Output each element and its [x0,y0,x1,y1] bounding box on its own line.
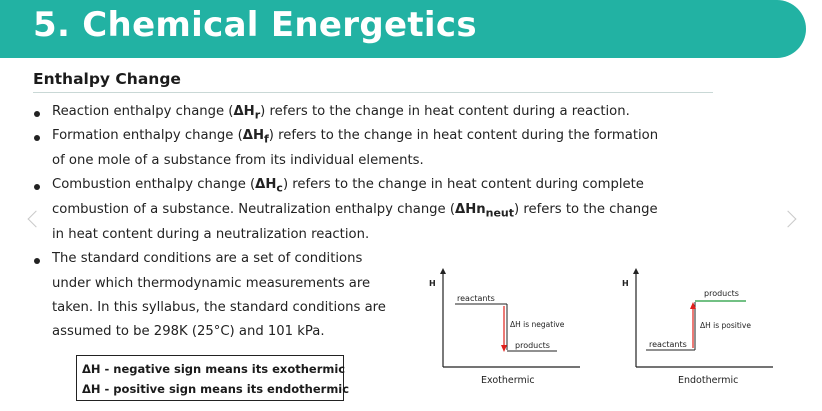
delta-h-symbol: ΔH [233,104,255,119]
delta-h-label: ΔH is negative [510,320,565,329]
bullet-formation-enthalpy [52,128,658,146]
bullet-text-continued: of one mole of a substance from its individual elements. [52,153,424,168]
subscript: r [254,108,261,122]
bullet-standard-conditions: The standard conditions are a set of conditions [52,251,363,266]
chevron-right-icon[interactable] [780,211,797,228]
bullet-text: ) refers to the change [514,202,658,217]
bullet-text: ) refers to the change in heat content during the formation [268,128,659,143]
h-axis-label: H [622,279,629,288]
bullet-text-continued: taken. In this syllabus, the standard conditions are [52,300,386,315]
bullet-neutralization-enthalpy [52,202,658,220]
bullet-reaction-enthalpy [52,104,630,122]
y-axis-arrow-icon [440,268,446,274]
delta-h-label: ΔH is positive [700,321,751,330]
bullet-combustion-enthalpy [52,177,644,195]
bullet-dot [34,184,40,190]
reactants-label: reactants [457,294,495,303]
subscript: neut [485,206,515,220]
bullet-text: combustion of a substance. Neutralization enthalpy change ( [52,202,455,217]
endothermic-diagram [618,262,778,392]
legend-positive: ΔH - positive sign means its endothermic [82,382,350,396]
bullet-text-continued: under which thermodynamic measurements are [52,276,371,291]
heading-divider [33,92,713,93]
sign-legend-box [76,355,350,401]
bullet-text-continued: in heat content during a neutralization reaction. [52,227,370,242]
exothermic-diagram [425,262,585,392]
bullet-text: ) refers to the change in heat content during complete [282,177,644,192]
bullet-text: ) refers to the change in heat content during a reaction. [260,104,630,119]
exothermic-caption: Exothermic [481,375,535,386]
subscript: c [276,181,283,195]
bullet-text-continued: assumed to be 298K (25°C) and 101 kPa. [52,324,325,339]
delta-hn-symbol: ΔHn [455,202,486,217]
delta-h-symbol: ΔH [255,177,277,192]
y-axis-arrow-icon [633,268,639,274]
chevron-left-icon[interactable] [28,211,45,228]
bullet-text: Formation enthalpy change ( [52,128,243,143]
page-title: 5. Chemical Energetics [33,5,477,45]
bullet-dot [34,135,40,141]
bullet-text: Combustion enthalpy change ( [52,177,256,192]
h-axis-label: H [429,279,436,288]
bullet-dot [34,111,40,117]
legend-negative: ΔH - negative sign means its exothermic [82,362,346,376]
down-arrow-icon [501,345,507,352]
products-label: products [515,341,550,350]
products-label: products [704,289,739,298]
reactants-label: reactants [649,340,687,349]
subscript: f [264,132,269,146]
delta-h-symbol: ΔH [242,128,264,143]
endothermic-caption: Endothermic [678,375,739,386]
bullet-dot [34,258,40,264]
bullet-text: Reaction enthalpy change ( [52,104,234,119]
section-heading: Enthalpy Change [33,70,181,88]
